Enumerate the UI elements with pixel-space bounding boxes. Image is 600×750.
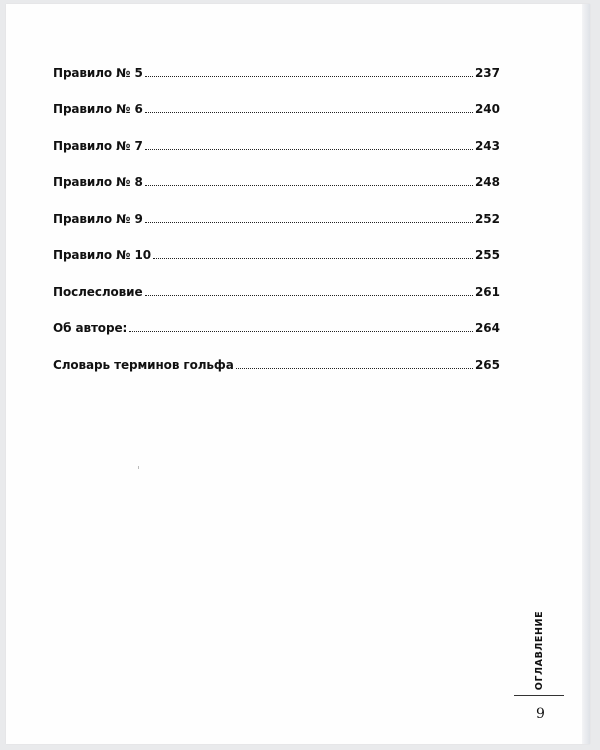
toc-entry-title: Правило № 7 (53, 138, 143, 153)
section-side-label (532, 610, 548, 690)
toc-leader-dots (145, 185, 473, 186)
toc-leader-dots (145, 295, 473, 296)
toc-leader-dots (145, 149, 473, 150)
toc-entry-title: Словарь терминов гольфа (53, 357, 234, 372)
toc-leader-dots (153, 258, 473, 259)
section-side-label-text: ОГЛАВЛЕНИЕ (534, 610, 546, 690)
toc-entry-page: 240 (474, 102, 500, 116)
scan-speck (138, 466, 139, 469)
toc-entry (53, 81, 500, 118)
toc-entry (53, 190, 500, 227)
toc-entry-title: Об авторе: (53, 321, 128, 335)
toc-entry-title: Правило № 6 (53, 102, 143, 116)
toc-entry-page: 243 (474, 138, 500, 153)
toc-entry (53, 44, 500, 81)
toc-entry (53, 227, 500, 264)
page-number: 9 (536, 706, 545, 722)
toc-entry-title: Правило № 5 (53, 65, 143, 80)
toc-entry (53, 336, 500, 373)
toc-entry-page: 248 (474, 175, 500, 189)
toc-entry (53, 263, 500, 300)
toc-entry-page: 255 (474, 248, 500, 262)
table-of-contents (53, 44, 500, 373)
toc-leader-dots (129, 331, 473, 332)
toc-leader-dots (236, 368, 473, 369)
toc-entry-title: Правило № 10 (53, 248, 152, 262)
page-edge-shadow (582, 4, 590, 744)
toc-entry-page: 264 (474, 321, 500, 335)
toc-entry-page: 237 (474, 65, 500, 80)
toc-leader-dots (145, 222, 473, 223)
toc-entry (53, 117, 500, 154)
toc-entry (53, 300, 500, 337)
toc-leader-dots (145, 112, 473, 113)
toc-entry-title: Послесловие (53, 284, 143, 299)
footer-divider (514, 695, 564, 696)
toc-leader-dots (145, 76, 473, 77)
toc-entry (53, 154, 500, 191)
toc-entry-title: Правило № 9 (53, 211, 143, 226)
toc-entry-page: 252 (474, 211, 500, 226)
toc-entry-page: 265 (474, 357, 500, 372)
toc-entry-page: 261 (474, 284, 500, 299)
toc-entry-title: Правило № 8 (53, 175, 143, 189)
